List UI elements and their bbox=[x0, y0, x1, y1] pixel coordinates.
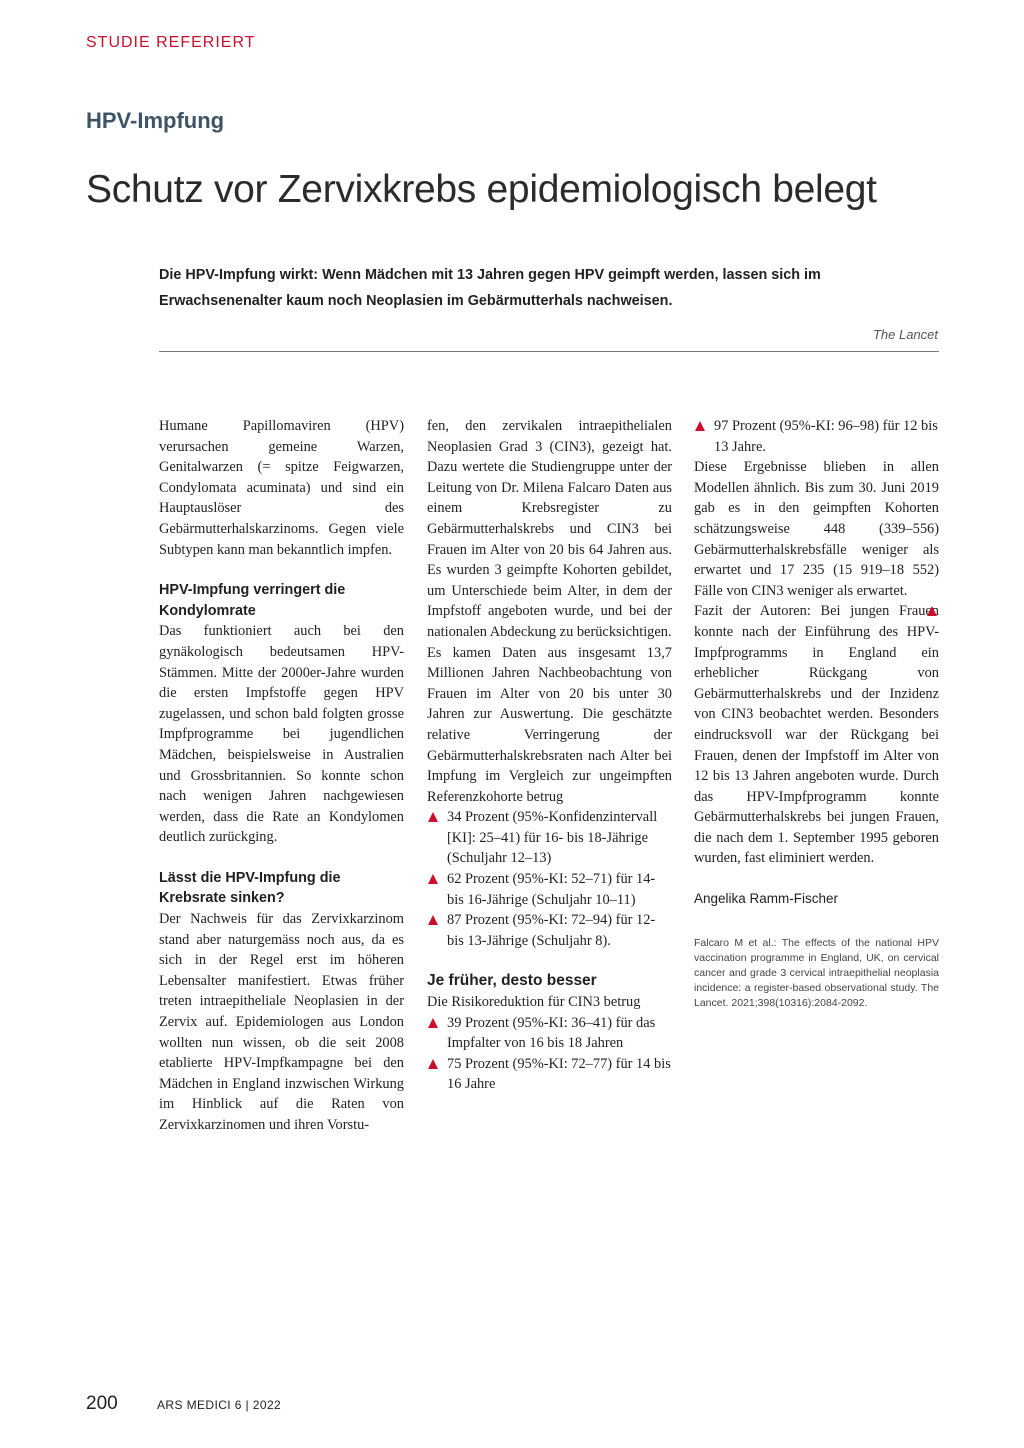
body-paragraph: Das funktioniert auch bei den gynäkologisch bedeutsamen HPV-Stämmen. Mitte der 2000er-Jahre wurden die ersten Impfstoffe gegen HPV zugelassen, und schon bald folgten grosse Impfprogramme bei jugendlichen Mädchen, beispielsweise in Australien und Grossbritannien. So konnte schon nach wenigen Jahren nachgewiesen werden, dass die Rate an Kondylomen deutlich zurückging. bbox=[159, 623, 404, 846]
results-list bbox=[427, 807, 672, 951]
red-triangle-icon bbox=[428, 915, 438, 925]
red-triangle-icon bbox=[428, 1059, 438, 1069]
red-triangle-icon bbox=[428, 812, 438, 822]
page-number: 200 bbox=[86, 1393, 118, 1414]
end-mark-icon bbox=[927, 606, 937, 616]
body-paragraph: Der Nachweis für das Zervixkarzinom stand aber naturgemäss noch aus, da es sich in der Regel erst im höheren Lebensalter manifestiert. Etwas früher treten intraepitheliale Neoplasien in der Zervix auf. Epidemiologen aus London wollten nun wissen, ob die seit 2008 etablierte HPV-Impfkampagne bei den Mädchen in England inzwischen Wirkung im Hinblick auf die Raten von Zervixkarzinomen und ihren Vorstu- bbox=[159, 911, 404, 1133]
subheading: Lässt die HPV-Impfung die Krebsrate sinken? bbox=[159, 869, 341, 907]
lead-paragraph: Die HPV-Impfung wirkt: Wenn Mädchen mit 13 Jahren gegen HPV geimpft werden, lassen sich im Erwachsenenalter kaum noch Neoplasien im Gebärmutterhals nachweisen. bbox=[159, 267, 821, 309]
subheading: HPV-Impfung verringert die Kondylomrate bbox=[159, 582, 346, 619]
body-paragraph: fen, den zervikalen intraepithelialen Neoplasien Grad 3 (CIN3), gezeigt hat. Dazu wertete die Studiengruppe unter der Leitung von Dr. Milena Falcaro Daten aus einem Krebsregister zu Gebärmutterhalskrebs und CIN3 bei Frauen im Alter von 20 bis 64 Jahren aus. Es wurden 3 geimpfte Kohorten gebildet, um Unterschiede beim Alter, in dem der Impfstoff angeboten wurde, und bei der nationalen Abdeckung zu berücksichtigen. bbox=[427, 418, 672, 640]
author: Angelika Ramm-Fischer bbox=[694, 891, 839, 907]
list-item: 97 Prozent (95%-KI: 96–98) für 12 bis 13 Jahre. bbox=[694, 416, 939, 457]
body-paragraph: Fazit der Autoren: Bei jungen Frauen konnte nach der Einführung des HPV-Impfprogramms in England ein erheblicher Rückgang von Gebärmutterhalskrebs und der Inzidenz von CIN3 beobachtet werden. Besonders eindrucksvoll war der Rückgang bei Frauen, denen der Impfstoff im Alter von 12 bis 13 Jahren angeboten wurde. Durch das HPV-Impfprogramm konnte Gebärmutterhalskrebs bei jungen Frauen, die nach dem 1. September 1995 geboren wurden, fast eliminiert werden. bbox=[694, 603, 939, 867]
list-item: 62 Prozent (95%-KI: 52–71) für 14- bis 16-Jährige (Schuljahr 10–11) bbox=[427, 869, 672, 910]
source-credit: The Lancet bbox=[872, 327, 938, 342]
red-triangle-icon bbox=[428, 874, 438, 884]
body-paragraph: Humane Papillomaviren (HPV) verursachen gemeine Warzen, Genitalwarzen (= spitze Feigwarzen, Condylomata acuminata) und sind ein Hauptauslöser des Gebärmutterhalskarzinoms. Gegen viele Subtypen kann man bekanntlich impfen. bbox=[159, 418, 404, 558]
divider bbox=[159, 351, 939, 352]
column-3 bbox=[694, 416, 939, 1011]
red-triangle-icon bbox=[695, 421, 705, 431]
column-1 bbox=[159, 416, 404, 1136]
reference: Falcaro M et al.: The effects of the national HPV vaccination programme in England, UK, on cervical cancer and grade 3 cervical intraepithelial neoplasia incidence: a register-based observational study. The Lancet. 2021;398(10316):2084-2092. bbox=[694, 936, 939, 1009]
list-item: 34 Prozent (95%-Konfidenzintervall [KI]: 25–41) für 16- bis 18-Jährige (Schuljahr 12–13) bbox=[427, 807, 672, 869]
results-list bbox=[694, 416, 939, 457]
body-paragraph: Diese Ergebnisse blieben in allen Modellen ähnlich. Bis zum 30. Juni 2019 gab es in den geimpften Kohorten schätzungsweise 448 (339–556) Gebärmutterhalskrebsfälle weniger als erwartet und 17 235 (15 919–18 552) Fälle von CIN3 weniger als erwartet. bbox=[694, 459, 939, 599]
body-paragraph: Es kamen Daten aus insgesamt 13,7 Millionen Jahren Nachbeobachtung von Frauen im Alter von 20 bis unter 30 Jahren zur Auswertung. Die geschätzte relative Verringerung der Gebärmutterhalskrebsraten nach Alter bei Impfung im Vergleich zur ungeimpften Referenzkohorte betrug bbox=[427, 644, 672, 805]
column-2 bbox=[427, 416, 672, 1095]
page-title: Schutz vor Zervixkrebs epidemiologisch belegt bbox=[86, 168, 877, 211]
list-item: 75 Prozent (95%-KI: 72–77) für 14 bis 16 Jahre bbox=[427, 1054, 672, 1095]
red-triangle-icon bbox=[428, 1018, 438, 1028]
subheading: Je früher, desto besser bbox=[427, 972, 597, 990]
body-paragraph: Die Risikoreduktion für CIN3 betrug bbox=[427, 994, 641, 1011]
results-list bbox=[427, 1013, 672, 1095]
section-label: STUDIE REFERIERT bbox=[86, 34, 256, 51]
journal-name: ARS MEDICI 6 | 2022 bbox=[157, 1398, 282, 1412]
kicker: HPV-Impfung bbox=[86, 108, 225, 133]
list-item: 39 Prozent (95%-KI: 36–41) für das Impfalter von 16 bis 18 Jahren bbox=[427, 1013, 672, 1054]
list-item: 87 Prozent (95%-KI: 72–94) für 12- bis 13-Jährige (Schuljahr 8). bbox=[427, 910, 672, 951]
